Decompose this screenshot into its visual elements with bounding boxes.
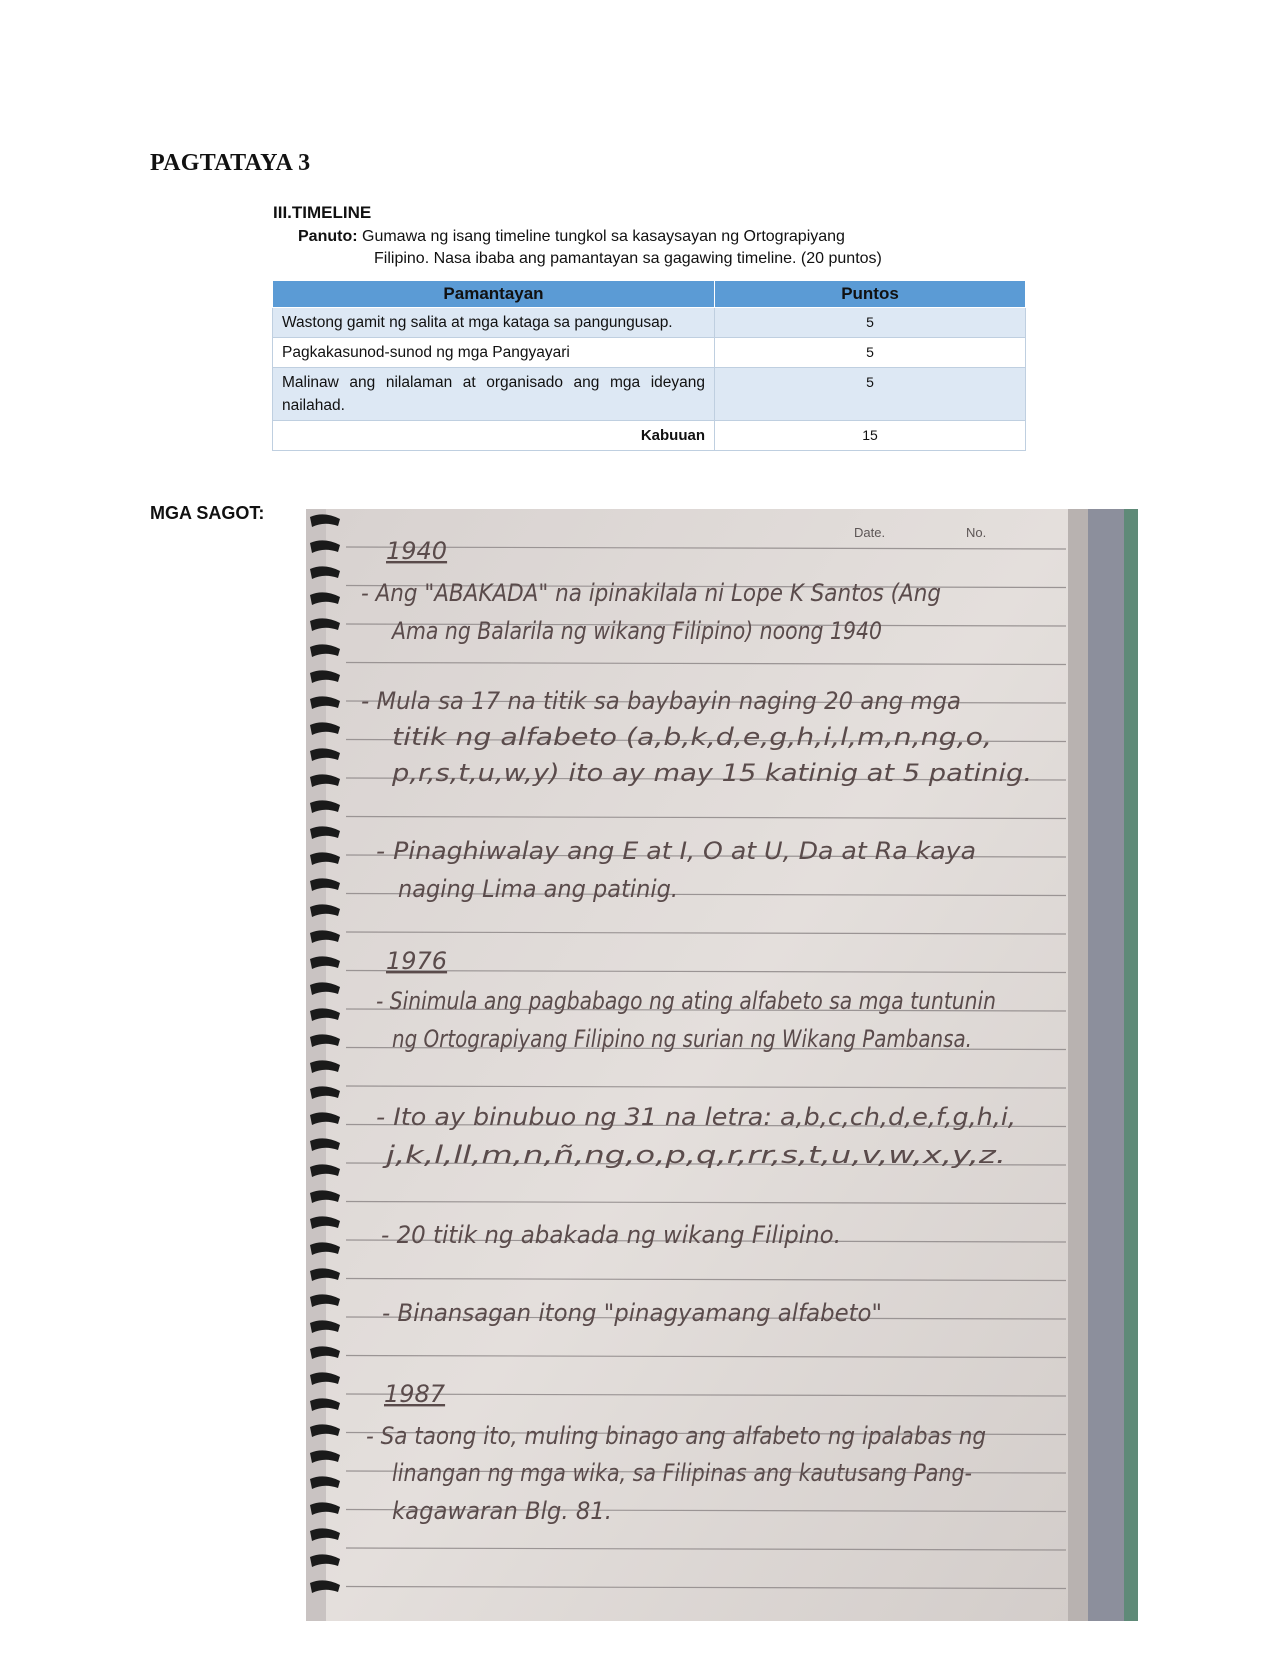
criterion-cell: Malinaw ang nilalaman at organisado ang mga ideyang nailahad. [273, 368, 715, 421]
note-line: p,r,s,t,u,w,y) ito ay may 15 katinig at 5 patinig. [390, 759, 1032, 787]
year-heading: 1940 [386, 537, 448, 565]
year-heading: 1976 [386, 947, 448, 975]
cover-edge [1124, 509, 1138, 1621]
note-line: linangan ng mga wika, sa Filipinas ang kautusang Pang- [392, 1459, 972, 1487]
total-label: Kabuuan [273, 421, 715, 451]
rubric-table [272, 280, 1026, 451]
table-row [273, 338, 1026, 368]
note-line: Ama ng Balarila ng wikang Filipino) noong 1940 [390, 617, 882, 645]
notebook-photo [306, 509, 1138, 1621]
no-label: No. [966, 525, 987, 540]
year-heading: 1987 [384, 1380, 446, 1408]
page-title: PAGTATAYA 3 [150, 150, 311, 176]
note-line: - 20 titik ng abakada ng wikang Filipino. [381, 1221, 841, 1249]
note-line: - Pinaghiwalay ang E at I, O at U, Da at Ra kaya [376, 837, 976, 865]
instruction-line-2: Filipino. Nasa ibaba ang pamantayan sa gagawing timeline. (20 puntos) [374, 250, 882, 267]
rubric-header-row [273, 281, 1026, 308]
note-line: - Mula sa 17 na titik sa baybayin naging 20 ang mga [361, 687, 961, 715]
points-cell: 5 [715, 308, 1026, 338]
section-heading: III.TIMELINE [273, 203, 372, 222]
points-cell: 5 [715, 338, 1026, 368]
points-cell: 5 [715, 368, 1026, 421]
note-line: j,k,l,ll,m,n,ñ,ng,o,p,q,r,rr,s,t,u,v,w,x,y,z. [381, 1141, 1006, 1169]
note-line: ng Ortograpiyang Filipino ng surian ng Wikang Pambansa. [392, 1025, 972, 1053]
date-label: Date. [854, 525, 886, 540]
header-puntos: Puntos [715, 281, 1026, 308]
total-points: 15 [715, 421, 1026, 451]
note-line: - Ito ay binubuo ng 31 na letra: a,b,c,ch,d,e,f,g,h,i, [376, 1103, 1016, 1131]
criterion-cell: Pagkakasunod-sunod ng mga Pangyayari [273, 338, 715, 368]
note-line: kagawaran Blg. 81. [392, 1497, 612, 1525]
note-line: - Ang "ABAKADA" na ipinakilala ni Lope K Santos (Ang [361, 579, 941, 607]
instructions [298, 226, 998, 270]
answers-label: MGA SAGOT: [150, 503, 265, 523]
note-line: titik ng alfabeto (a,b,k,d,e,g,h,i,l,m,n,ng,o, [392, 723, 992, 751]
instruction-line-1: Gumawa ng isang timeline tungkol sa kasaysayan ng Ortograpiyang [362, 228, 845, 245]
instruction-label: Panuto: [298, 228, 358, 245]
total-row [273, 421, 1026, 451]
note-line: - Sa taong ito, muling binago ang alfabeto ng ipalabas ng [366, 1422, 986, 1450]
note-line: - Sinimula ang pagbabago ng ating alfabeto sa mga tuntunin [376, 987, 996, 1015]
notebook-page [326, 509, 1068, 1621]
page-edge [1068, 509, 1088, 1621]
header-pamantayan: Pamantayan [273, 281, 715, 308]
note-line: naging Lima ang patinig. [398, 875, 678, 903]
table-row [273, 368, 1026, 421]
criterion-cell: Wastong gamit ng salita at mga kataga sa pangungusap. [273, 308, 715, 338]
table-row [273, 308, 1026, 338]
note-line: - Binansagan itong "pinagyamang alfabeto" [382, 1299, 882, 1327]
